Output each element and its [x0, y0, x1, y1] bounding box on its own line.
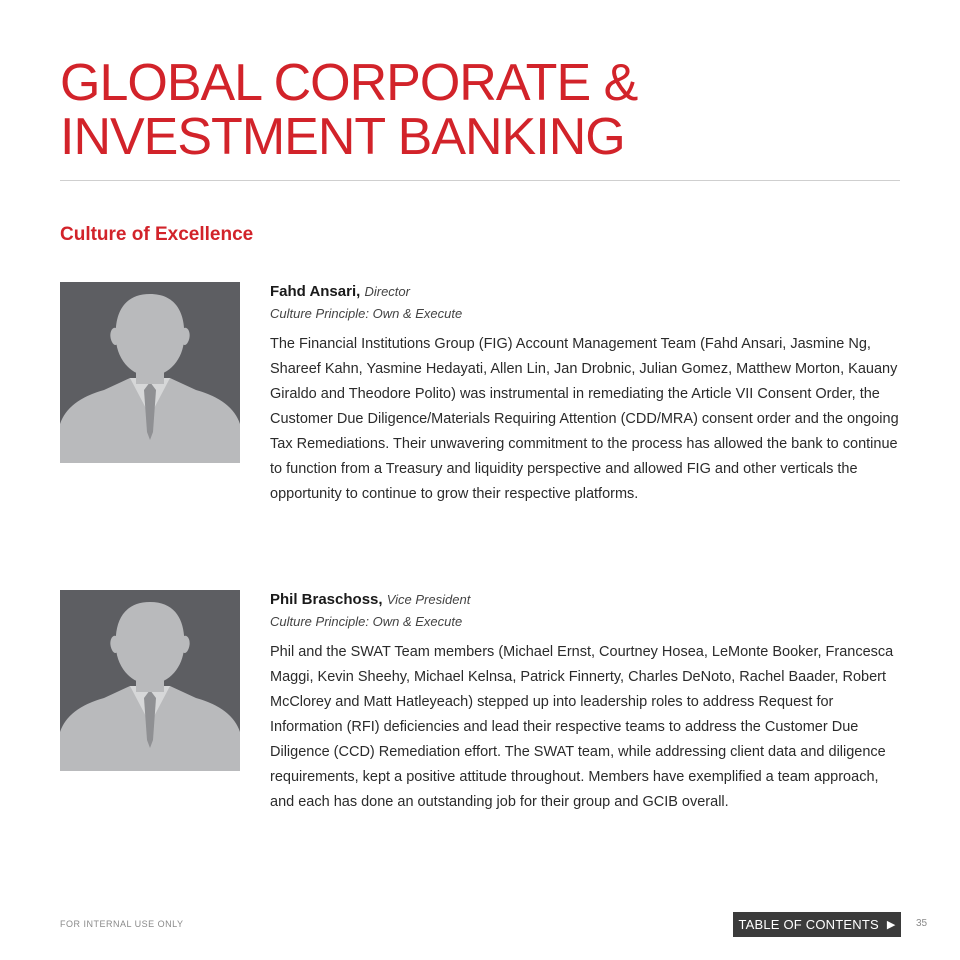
- profile-name: Fahd Ansari,: [270, 283, 361, 300]
- page-number: 35: [916, 918, 928, 929]
- play-arrow-icon: ▶: [886, 919, 896, 931]
- profile-description: Phil and the SWAT Team members (Michael Ernst, Courtney Hosea, LeMonte Booker, Francesca Maggi, Kevin Sheehy, Michael Kelnsa, Patrick Finnerty, Charles DeNoto, Rachel Baader, Robert McClorey and Matt Hatleyeach) stepped up into leadership roles to address Request for Information (RFI) deficiencies and lead their respective teams to address the Customer Due Diligence (CCD) Remediation effort. The SWAT team, while addressing client data and diligence requirements, kept a positive attitude throughout. Members have exemplified a team approach, and each has done an outstanding job for their group and GCIB overall.: [270, 644, 894, 810]
- person-silhouette-icon: [60, 590, 240, 771]
- profile-description: The Financial Institutions Group (FIG) Account Management Team (Fahd Ansari, Jasmine Ng, Shareef Kahn, Yasmine Hedayati, Allen Lin, Jan Drobnic, Julian Gomez, Matthew Morton, Kauany Giraldo and Theodore Polito) was instrumental in remediating the Article VII Consent Order, the Customer Due Diligence/Materials Requiring Attention (CDD/MRA) consent order and the ongoing Tax Remediations. Their unwavering commitment to the process has allowed the bank to continue to function from a Treasury and liquidity perspective and allowed FIG and other verticals the opportunity to continue to grow their respective platforms.: [270, 336, 899, 502]
- toc-label: TABLE OF CONTENTS: [738, 917, 879, 932]
- page-title: [60, 56, 637, 164]
- culture-principle: Culture Principle: Own & Execute: [270, 614, 463, 629]
- culture-principle: Culture Principle: Own & Execute: [270, 306, 463, 321]
- profile-name: Phil Braschoss,: [270, 591, 383, 608]
- table-of-contents-button[interactable]: [733, 912, 901, 937]
- title-line-2: INVESTMENT BANKING: [60, 108, 625, 166]
- title-line-1: GLOBAL CORPORATE &: [60, 54, 638, 112]
- section-heading: Culture of Excellence: [60, 224, 254, 245]
- profile-role: Vice President: [386, 592, 471, 607]
- title-divider: [60, 180, 900, 181]
- internal-use-disclaimer: FOR INTERNAL USE ONLY: [60, 919, 184, 929]
- profile-role: Director: [364, 284, 410, 299]
- person-silhouette-icon: [60, 282, 240, 463]
